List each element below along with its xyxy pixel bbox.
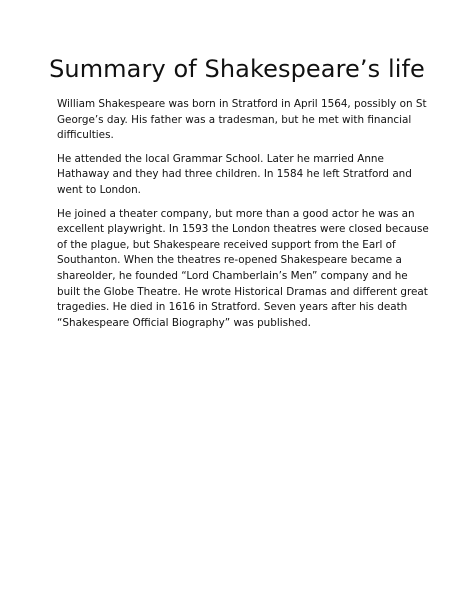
document-title: Summary of Shakespeare’s life	[49, 55, 425, 83]
paragraph-career: He joined a theater company, but more than a good actor he was an excellent playwright. In 1593 the London theatres were closed because of the plague, but Shakespeare received support from the Earl of Southanton. When the theatres re-opened Shakespeare became a shareolder, he founded “Lord Chamberlain’s Men” company and he built the Globe Theatre. He wrote Historical Dramas and different great tragedies. He died in 1616 in Stratford. Seven years after his death “Shakespeare Official Biography” was published.	[57, 207, 429, 329]
paragraph-education-family: He attended the local Grammar School. Later he married Anne Hathaway and they had three children. In 1584 he left Stratford and went to London.	[57, 152, 412, 196]
paragraph-birth: William Shakespeare was born in Stratford in April 1564, possibly on St George’s day. His father was a tradesman, but he met with financial difficulties.	[57, 98, 427, 142]
document-body	[57, 97, 429, 339]
